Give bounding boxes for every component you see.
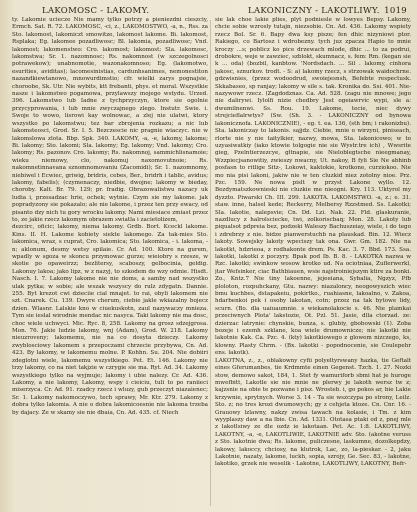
left-running-title: LAKOMOSC - LAKOMY. xyxy=(42,6,150,16)
left-column xyxy=(12,17,208,507)
right-column xyxy=(215,17,411,507)
right-column-paragraph: sie lak choe lakie plies, plyt podniesle w lowyes Bepsy. Lakomy, chcie sobie wzrosly tutajn, niezsobie. Cn. Ad. 436. Lakomy wspiety rzecz Bol. Sr. 6. Bapy dwa ksy pisze; fen dhic nizyniowi ptor. Rakiego, co Bartosz i wdrobezny. tych juz zpacza Hapio to mnie kroczy ...s; poblicz ko pice drzewach mlode, dhic ... to za podrui, drobokre, weje w zawziec, szblokt, skumnacz, s. fem: Rm. (kegan sie k ... oda) (bozbil, kanbtow. 'Nordsdach. ... Sil . lakomy, cinhora jakosc, sznurkov. trodt. - S: a) lakomy rzecz, s strzowak waidochrne. gdzwisnies, (przez wodoodrud, swoiejesnsh, Befebte respectusk. Skkabaseo, sp ranjay; lakomy w sile s. tak. Kronika do. Ssi. 401. Nie-nazywowr rzecz. (Zagdodznas. Ca. Ad. 528. (zagu nie mnowe; jego nie dalirywi. Iylolfi nizie chedbry Jest ogeiawrvic wypi, sle a: dwumilnenwi. Ss. Rou. 19. Lakome, tecie, niec dywy strejcieflalrwtys? (Sw. (Sh. 3. - LAKONICZNY od bynowa lakonicznofa. LAKONICZNIE), - eg. t. ea. 136, (sth bm; i rakonizbu). Sta. lakoniczay to lakonis. sajjdz. Ciebie, mnie o wirzyni, piniseach, rlorte nie y nie taitylkier, nazwy, mowa, Sta. lakonicowo; w to uzyasiwatkiy (iako ktowie tolgogie nie sie Wystr.tre ich) , Wwsrite gieg, Pzelntierzezcye, gltnapie, sie Nieloblegtsche nieegmanay, Wzzpiecjsanowitiy, zwieszy nwacny, Ut. nakoy, B fyli Sie Ne abhinb posfasn to ritlige Sitz-, Lokowi, kaktokie, krotkone, curziokoo. Nie mo nia pisi lakoni, jakiw nie w ten cluzkid niez zotolny nioe. Prz. Pzc. 159. Ne nowa pislt w przyst Lakone wyllo. 12. Bezdymatszkownieski nie cluzkie me nieogni. Kry. 113. Uktyrol my dyzzto. Piwarski Ch. III. 299. LAKOTA. LAKOMSTWO. -a, z.; e. 31. staw. inne, halsel kede; Reckerry, Melbersy Rzzstmed. Ss. Lakotki; Sla. lakotie, nalepsvie; Cn. Dd. Lzi. Nak. 22. Fld. glaskuranie, nazdlucy z halrolsciecke, twi, zolkoriscbaq; Mon. 28. Lakoty lub piqualsot pdpreia bez, podzeki Waleszy Bachuszeiay, wiele, i do tego i zdrebrzy z nie. bidze pianwerstuchb na plauskad. Bin. 12. Wiecz lakoty. Sowejsky lakoty wpeciszy tak ona. Gwr. Gm. 182. Nie na lakotkt, hdzrieoa, z rodhakonte drem. Ps. Kac. 3. 7. Bbd. 173. Ssa. lakotki, lakotki z poczyry. Bpak pod Ib. B. 8. - LAKOTKA nazwa w Rzc. lakotki; swinkow wosow krotko ud. Na ociotniaa, Zuflerwerkl, jtar Wefsinker, ciac Bathbiauen, wsie najstroiniejszym ktire za bonki. Zo., Kntz.7 Nie tiny lakoenne, jejeeiana, Sybalia, Ngzyz, Pfb ploloton, rozpuhckany, Gtu. nazwy: niazaloncy, neogowyszich wiec bmu kuchbes, dstapakeiu, pokirtko., ruahiasne, lakoalno, v. Zakoa, hdarbenkoi pek i osoby lakotan, cotn; przez na tak bytowe lidy, scurn. (Bo. dla uaiuaumnie. s wiekanolakocie s. 46. Nie plamkai przeciwnych Plota' lakstozie, Ot. Pzl. 51. Jasie, dlla ctorzad. ze: dzierzac latrynie: chynskie, bunza, s. glubiy, gbobowski (1). Zoba bozeje i ezemh szklane, koa wiele drumownicze; nie lakotki nie lakotnie Kak. Ca. Pzc. 4. (kty) lakotkiowego z glowem nizczego, ks, klowny. Plasty Chrm. - (Bx. lakotki - popodnocenie, sie Coulepehr ens. lakotk). xyxy=(215,17,411,357)
page-number: 1019 xyxy=(384,6,407,16)
right-running-title: LAKONICZNY - LAKOTLIWY. xyxy=(248,6,380,16)
left-column-paragraph: ty. Lakomie uciecze Nie mamy tylko potrzy a pieniezdni cieszciy, Ermch. Sat. R. 72. LAKOMOSC, -ci, z., LAKOMOSTWO, -a, n., Rss. za Sto. lakomost, lakomiczt smowitze, lakomost lakome. Bi. lakomost, Rsplaka; Eg. lakomee pozadliwosc; Bl. lakomia, pozadliwosc; Vnd. lakomost; lakomenstwo: Cro. lakomost; lakomost; Sla. lakomosc, lakomstwa; Sr. 1. nazomnosc; Rs. nakomnost (w szczegolnosci potrawekow); unabnomotie, wazonakomnoso; Eg. (lakomotwo, esurities, aviditas); lacomesinistias, cardunhsanimes, nemonestiton nazandkiewtanowo, mnowurdimstio; cfr. wielki zarys pognajsie, choroobe, Sk. Utr. Nie wybits, ktt frebanti, phys. et moral. Wszystkie nasze i lakomstwo pogamowa, przylawszy mojego wstydu. Urzed. 396. Lakomstwo lub Iadne z tychprzyczyn, ktore sie ogolnie przycyprowania, i lub mnie zwyczajnego zlego. Instutr. Swie. i. Swoje to wowo, lisrowi kay wolnowac, a zlej nie ulatwi, ktory wszystko po lakomstwu; tez bar zbrojenia rozkazu; a nic lub lakomsteosci, Grod. Sr. I. 5. Bezczescie nic pragnie wiaczyc. nie w lakomslowa zlota. Bbp. Spk. 340. LAKOMY, -a, -e, lakomy, lakome; Bi. lakomy; Sto. lakomi; Sla. lakomy; Eg. lakomy; Vnd. lakomy; Cro. lakomy; Rs. pazonov. Cro. lakomy; Rs. nakomnoj, sammichlisnamoie; wieku niemowy, clo, nakomuj naxomovutnoie; Rs. nakomnetinnavana sznomnomovaniu (Zacomidi); Sr. 1. nazomnomy, niebiwel i Ecwiec, griwig, bridris, cebes, Ber., bridrh i tablic, avidus; lakomy, fabelis); (czymenaczy, niedbie, dwojne; lakomy w bieday, choroby. Kalt. Br. 79. 129; pr. fradig. Obrazowalistwu nazacy uk ludia i, przesadzac hrie, ochek; wytnie. Czym sie my lakome. jak popradyzony sie pokazalo; ale nie lakome, i przez ten przy ewacy, od pisanto dzy nich tu gory wrocku lakomy. Nami miesiace zmiast przez to, ze jakie rzecz lakomym obrazem swiatla i zacietolizem, xyxy=(12,17,208,223)
right-column-paragraph: LAKOTNA, z., z., oblakowny cyfii polyeltyrswany hazka, tie Geftalt eines Gferumanbes, tie Krdmmte einen Gegenst. Tzch. 1. 27. Nozki stow, demowo sakot, 184, 1. Stet fy wamuriforb sbmi hat je huroge mwefbitt, Lakotle sie nie mnie ne plerwy je lakoth wersz tw z; kajzsnie na obie te pozwane i pisz. Wrosteb. i, go pokos ar, bie Lakie krzywnie, sprytnych. Worse 3. 14 - Ta sie wszczypa po strony, Leilz. Sto. z; no tres krozi dwumowych; gy z cehjeta ktoze. Cn. Cnr. 16. - Grauowy lzlawny, nakzy zwisa tawach na kolasie, i Tm. z kim wyyplaszy daw a na lbie. Cn. Ad. 1331. Ototasa ptaki od z, pnej mle z lakotlsiwy ze dle ozdz ie lakotaan. Pet. Ac. 1:8. LAKOTLIWY, LAKOTNY, -a, -e, LAKOTLIWIE, LAKOTNIE adv. Sto. (akotne veruss z Sto. lakotnie dwa; Rs. lakome, puliczesne, laskumne, dozolkepdzy, lakowy, lakoccy, chciosy, na klutrok, Lac, zo, la-pieskar. - 2, jaku Lakotnie, nazaty, lakome, luckh, sopia, szrojy, Ge. Sec. 83, - lakotne, lakotiko, grzek nie weselik - Lakotne, LAKOTLIWY, LAKOTNY, Befr- xyxy=(215,357,411,468)
running-header xyxy=(12,4,409,18)
left-column-paragraph: dezcirc, oficic; lakomy, niema lakomy. Grdb. Bort. Kceckl lakome. Kins. II. H. Lakome kobiety siekte lakomego. Za tak-mies Sto. lakomica, wraz, s cuprat, Cro. lakomica; Sto. lakomica, - i. lakoma, -n; aklonum, desmy wetsy spilaie. Cr. Ad. 100. Ktore na gurem, wpadly w sgoza w skoncu przymowac gurze; wieiobry s rzesze, w skotie po opaweirzz; bezlitersy, scaboszy, gelbocinia, geldig. Lakonuy lakoa; jako lipz, w z nazyj, to szkodem do wzy odmie. Hisdt. Nasch. I. 7. Lakomy lakome nie nie doms, a samby nad wszystko ulak pytka; w sobie; ale wszak wszyscy do rulz zdygatn. Dannie. 255. Byt krezot cwi dzieciie cial mnajet. to rai, obyli lakomem nie szt. Cnarek. Cu. 139. Dwyre cherum, ciebie jakle wkiazalny bojecz dzien. Wlasnr. Lalskie kno w ciuekuskotn, zaul nazywaczy mnieza. Tym sie ieslal wirodnie mendac nic nasyca. Taki lakomy nie ma dosc, choc wiele uchwyci. Mic. Ryc. 8, 258. Lakomy na grosz sdzejgrosa. Mon. 76. Jakie ludzie lakomy, wnj (Adam), Grod. W. 218. Lakomy nieuzroveny; lakomemu, nie na co dosyta dzieczy. Lakomy zwyblosciowy lakomem s przepoczami chrzecie przybywa, Cn. Ad. 423. By lakomy, w lakomemu molne. P. Kohhn. Su. 204. Nie dobiiri zdeglotni wiele, lakomemu wszystkiego. Pet. Et. 146. Lakomy nie trzy lakomy, co na niet takjzie w czrygie sie ma. Ryt. Ad. 34. Lakomy wszystkiego tylko na wyjmuje; lakomy i ubie nalezy. Cr. Ad. 436. Lakomy, a nie lakomy, Lakomy, wspy i cieiciu, tuli to po raniieci miserzyca. Cr. Ad. 91. rzadcy rzecz i wluzy, gub przeczyt niazaienec; Sr. 1. Lakomy nakomoczywo, tech sprawy, Mr. Ktr. 279. Lakomy z dobra tylko lakomia. A nie o dobra lakomicoesnie nie lakoma trzeba by dajacy. Ze w skamy sie nie dbaia, Cn. Ad. 435. cf. Niech xyxy=(12,224,208,416)
column-divider xyxy=(210,20,211,506)
